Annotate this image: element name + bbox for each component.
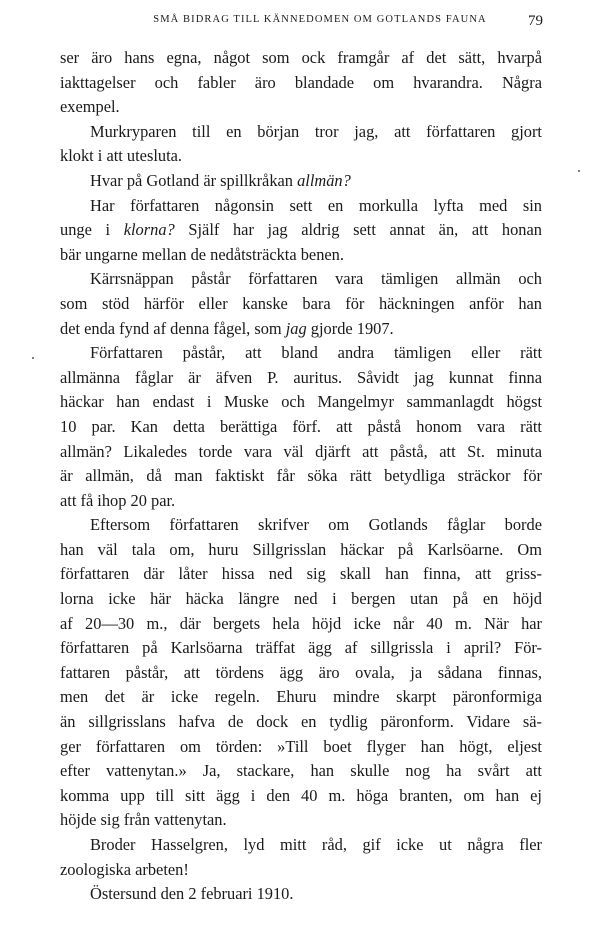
text-line: allmänna fåglar är äfven P. auritus. Såvidt jag kunnat finna xyxy=(60,367,542,387)
text-segment: det enda fynd af denna fågel, som xyxy=(60,318,286,338)
text-line: att få ihop 20 par. xyxy=(60,490,176,510)
text-line: lorna icke här häcka längre ned i bergen utan på en höjd xyxy=(60,589,542,609)
text-line: iakttagelser och fabler äro blandade om hvarandra. Några xyxy=(60,72,542,92)
text-line: häckar han endast i Muske och Mangelmyr sammanlagdt högst xyxy=(60,392,542,412)
text-line: som stöd härför eller kanske bara för häckningen anför han xyxy=(60,293,542,313)
body-text xyxy=(60,46,542,907)
text-line: Östersund den 2 februari 1910. xyxy=(90,884,294,904)
running-head: SMÅ BIDRAG TILL KÄNNEDOMEN OM GOTLANDS FAUNA xyxy=(153,14,487,25)
text-line xyxy=(60,317,542,342)
text-line: efter vattenytan.» Ja, stackare, han skulle nog ha svårt att xyxy=(60,761,542,781)
text-line: klokt i att utesluta. xyxy=(60,146,183,166)
text-line: är allmän, då man faktiskt får söka rätt betydliga sträckor för xyxy=(60,466,542,486)
text-line: Kärrsnäppan påstår författaren vara tämligen allmän och xyxy=(90,269,542,289)
text-line: komma upp till sitt ägg i den 40 m. höga branten, om han ej xyxy=(60,785,542,805)
text-line: Eftersom författaren skrifver om Gotlands fåglar borde xyxy=(90,515,542,535)
text-line: Broder Hasselgren, lyd mitt råd, gif icke ut några fler xyxy=(90,835,542,854)
text-line: zoologiska arbeten! xyxy=(60,859,189,879)
text-line: exempel. xyxy=(60,97,120,117)
text-line: bär ungarne mellan de nedåtsträckta benen. xyxy=(60,244,344,264)
page-number: 79 xyxy=(528,13,543,29)
text-line: författaren där låter hissa ned sig skall han finna, att griss- xyxy=(60,564,542,584)
text-line: Har författaren någonsin sett en morkulla lyfta med sin xyxy=(90,195,542,215)
text-line: höjde sig från vattenytan. xyxy=(60,810,227,830)
text-segment: Hvar på Gotland är spillkråkan xyxy=(90,170,298,190)
text-line: ser äro hans egna, något som ock framgår af det sätt, hvarpå xyxy=(60,48,542,67)
italic-emphasis: allmän? xyxy=(297,170,351,190)
text-segment: unge i xyxy=(60,220,124,240)
text-line: författaren på Karlsöarna träffat ägg af sillgrissla i april? För- xyxy=(60,638,542,658)
print-speck xyxy=(32,357,34,359)
italic-emphasis: klorna? xyxy=(123,220,175,240)
text-line: han väl tala om, huru Sillgrisslan häckar på Karlsöarne. Om xyxy=(60,539,542,559)
text-segment: Själf har jag aldrig sett annat än, att honan xyxy=(174,220,542,240)
italic-emphasis: jag xyxy=(285,318,307,338)
text-line: Murkryparen till en början tror jag, att författaren gjort xyxy=(90,121,542,141)
text-line: än sillgrisslans hafva de dock en tydlig päronform. Vidare sä- xyxy=(60,712,542,732)
text-line: fattaren påstår, att tördens ägg äro ovala, ja sådana finnas, xyxy=(60,662,542,682)
text-line: Författaren påstår, att bland andra tämligen eller rätt xyxy=(90,343,542,363)
text-line: ger författaren om törden: »Till boet flyger han högt, eljest xyxy=(60,736,542,756)
text-segment: gjorde 1907. xyxy=(306,318,394,338)
text-line xyxy=(60,169,542,194)
text-line: af 20—30 m., där bergets hela höjd icke når 40 m. När har xyxy=(60,613,542,633)
text-line: allmän? Likaledes torde vara väl djärft att påstå, att St. minuta xyxy=(60,441,542,461)
text-line: men det är icke regeln. Ehuru mindre skarpt päronformiga xyxy=(60,687,542,707)
print-speck xyxy=(578,170,580,172)
text-line: 10 par. Kan detta berättiga förf. att påstå honom vara rätt xyxy=(60,416,542,436)
text-line xyxy=(60,218,542,243)
